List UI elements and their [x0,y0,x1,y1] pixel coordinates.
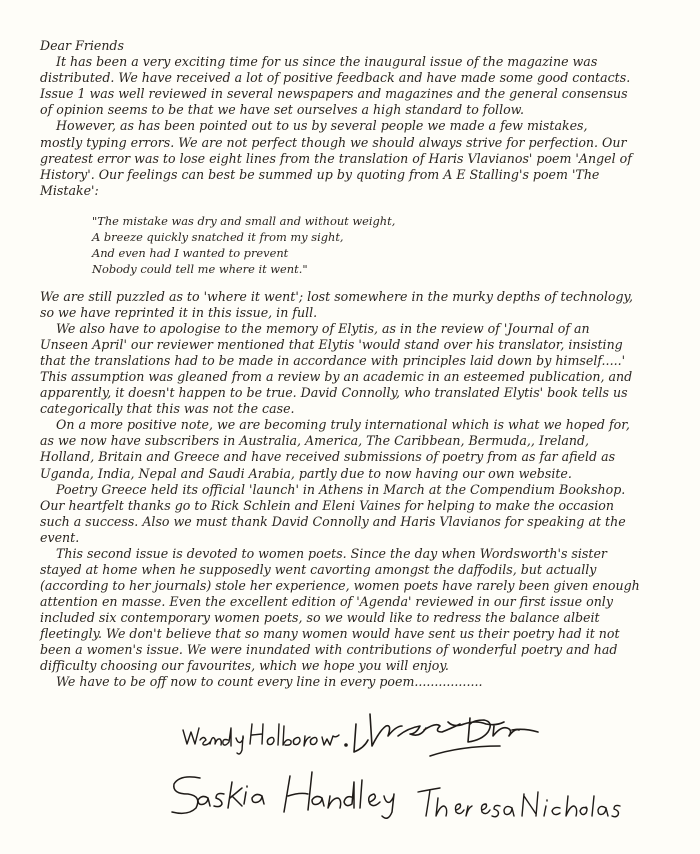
poem-line: A breeze quickly snatched it from my sight, [92,230,344,244]
text-line: of opinion seems to be that we have set ourselves a high standard to follow. [40,102,524,118]
text-line: such a success. Also we must thank David Connolly and Haris Vlavianos for speaking at the [40,513,626,529]
text-line: as we now have subscribers in Australia, America, The Caribbean, Bermuda,, Ireland, [40,433,590,449]
signature-theresa-nicholas [418,788,620,817]
signature-saskia-handley [172,772,394,818]
text-line: Mistake': [40,182,99,198]
text-line: (according to her journals) stole her experience, women poets have rarely been given enough [40,577,640,593]
text-line: However, as has been pointed out to us by several people we made a few mistakes, [56,118,588,134]
text-line: greatest error was to lose eight lines from the translation of Haris Vlavianos' poem 'Angel of [40,150,632,166]
poem-line: And even had I wanted to prevent [92,246,289,260]
text-line: Holland, Britain and Greece and have received submissions of poetry from as far afield as [40,449,616,465]
text-line: It has been a very exciting time for us since the inaugural issue of the magazine was [56,54,598,70]
text-line: Unseen April' our reviewer mentioned that Elytis 'would stand over his translator, insisting [40,337,623,353]
text-line: Issue 1 was well reviewed in several newspapers and magazines and the general consensus [40,86,628,102]
text-line: that the translations had to be made in accordance with principles laid down by himself.....' [40,353,626,369]
text-line: event. [40,529,80,545]
text-line: We are still puzzled as to 'where it went'; lost somewhere in the murky depths of technology, [40,289,633,304]
text-line: We also have to apologise to the memory of Elytis, as in the review of 'Journal of an [56,321,590,337]
signature-victoria-dream [354,714,538,756]
poem-quote [92,213,592,277]
text-line: been a women's issue. We were inundated with contributions of wonderful poetry and had [40,642,618,658]
text-line: fleetingly. We don't believe that so many women would have sent us their poetry had it not [40,625,620,641]
text-line: attention en masse. Even the excellent edition of 'Agenda' reviewed in our first issue only [40,593,613,609]
text-line: Our heartfelt thanks go to Rick Schlein and Eleni Vaines for helping to make the occasion [40,497,614,513]
letter-opening [40,38,690,199]
text-line: On a more positive note, we are becoming truly international which is what we hoped for, [56,417,630,433]
poem-line: Nobody could tell me where it went." [92,262,308,276]
text-line: History'. Our feelings can best be summed up by quoting from A E Stalling's poem 'The [40,166,600,182]
text-line: categorically that this was not the case. [40,401,295,417]
poem-line: "The mistake was dry and small and without weight, [92,214,396,228]
letter-body [40,289,690,690]
text-line: stayed at home when he supposedly went cavorting amongst the daffodils, but actually [40,561,597,577]
text-line: Poetry Greece held its official 'launch' in Athens in March at the Compendium Bookshop. [56,481,626,497]
text-line: We have to be off now to count every line in every poem................. [56,674,483,690]
salutation: Dear Friends [40,38,124,53]
text-line: difficulty choosing our favourites, which we hope you will enjoy. [40,658,449,674]
text-line: This assumption was gleaned from a review by an academic in an esteemed publication, and [40,369,633,385]
signature-wendy-holborow [183,724,347,754]
text-line: apparently, it doesn't happen to be true. David Connolly, who translated Elytis' book tells us [40,385,628,401]
text-line: distributed. We have received a lot of positive feedback and have made some good contacts. [40,70,631,86]
text-line: included six contemporary women poets, so we would like to redress the balance albeit [40,609,600,625]
text-line: Uganda, India, Nepal and Saudi Arabia, partly due to now having our own website. [40,465,572,481]
signatures [0,700,700,854]
text-line: mostly typing errors. We are not perfect though we should always strive for perfection. Our [40,134,627,150]
text-line: so we have reprinted it in this issue, in full. [40,305,318,321]
text-line: This second issue is devoted to women poets. Since the day when Wordsworth's sister [56,545,607,561]
